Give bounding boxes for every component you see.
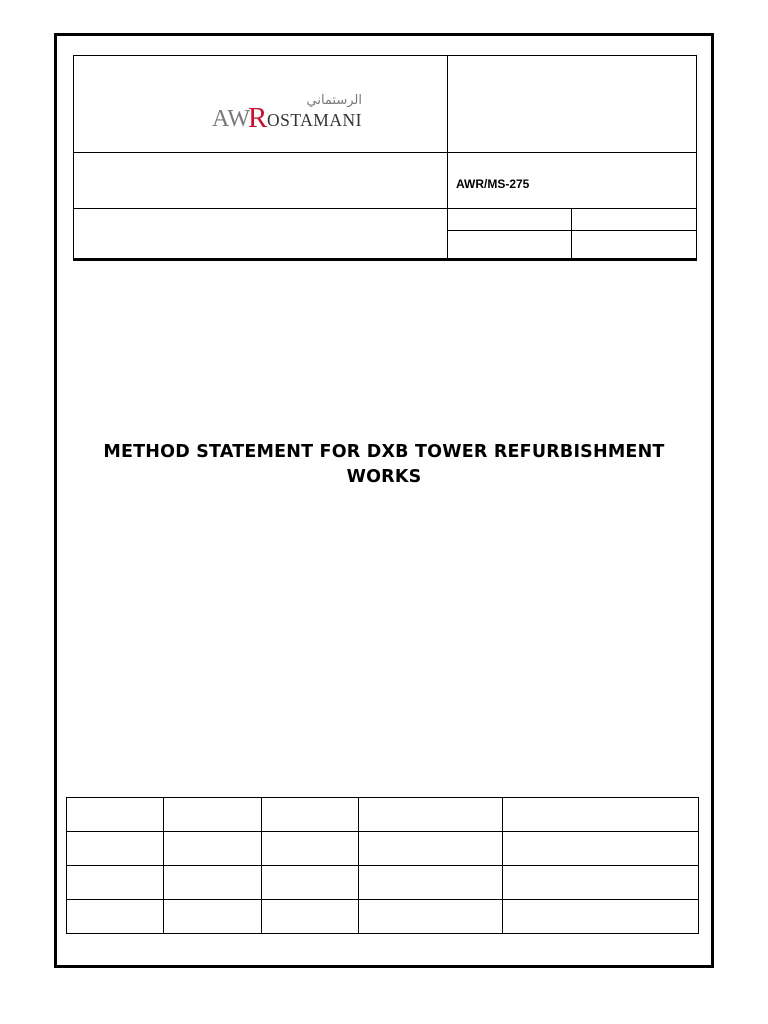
title-line-1: METHOD STATEMENT FOR DXB TOWER REFURBISHMENT xyxy=(103,442,665,462)
table-cell xyxy=(503,866,699,900)
logo-cell xyxy=(74,56,448,153)
table-cell xyxy=(503,832,699,866)
table-cell xyxy=(164,900,262,934)
table-row xyxy=(67,866,699,900)
company-logo xyxy=(210,88,370,134)
table-cell xyxy=(359,900,503,934)
document-title xyxy=(54,440,714,490)
header-bottom-left-cell xyxy=(74,209,448,260)
header-top-right-cell xyxy=(448,56,697,153)
table-cell xyxy=(503,798,699,832)
company-name-arabic: الرستماني xyxy=(306,93,362,108)
logo-mark-a: AW xyxy=(212,106,251,132)
aw-rostamani-logo-icon xyxy=(210,88,370,134)
table-cell xyxy=(503,900,699,934)
table-cell xyxy=(67,900,164,934)
table-row xyxy=(67,798,699,832)
title-line-2: WORKS xyxy=(346,467,422,487)
table-cell xyxy=(359,866,503,900)
table-cell xyxy=(67,832,164,866)
header-table xyxy=(73,55,697,261)
revision-table xyxy=(66,797,699,934)
table-cell xyxy=(262,900,359,934)
table-cell xyxy=(262,798,359,832)
header-mid-left-cell xyxy=(74,153,448,209)
header-cell-r2c1 xyxy=(448,231,572,260)
table-cell xyxy=(262,866,359,900)
logo-initial: R xyxy=(248,102,268,134)
header-cell-r1c2 xyxy=(572,209,697,231)
table-cell xyxy=(67,866,164,900)
table-row xyxy=(67,900,699,934)
logo-rest: OSTAMANI xyxy=(267,110,362,130)
document-number: AWR/MS-275 xyxy=(448,153,697,209)
table-cell xyxy=(164,866,262,900)
header-cell-r1c1 xyxy=(448,209,572,231)
table-cell xyxy=(262,832,359,866)
table-row xyxy=(67,832,699,866)
table-cell xyxy=(359,798,503,832)
table-cell xyxy=(164,832,262,866)
table-cell xyxy=(67,798,164,832)
header-cell-r2c2 xyxy=(572,231,697,260)
table-cell xyxy=(359,832,503,866)
table-cell xyxy=(164,798,262,832)
